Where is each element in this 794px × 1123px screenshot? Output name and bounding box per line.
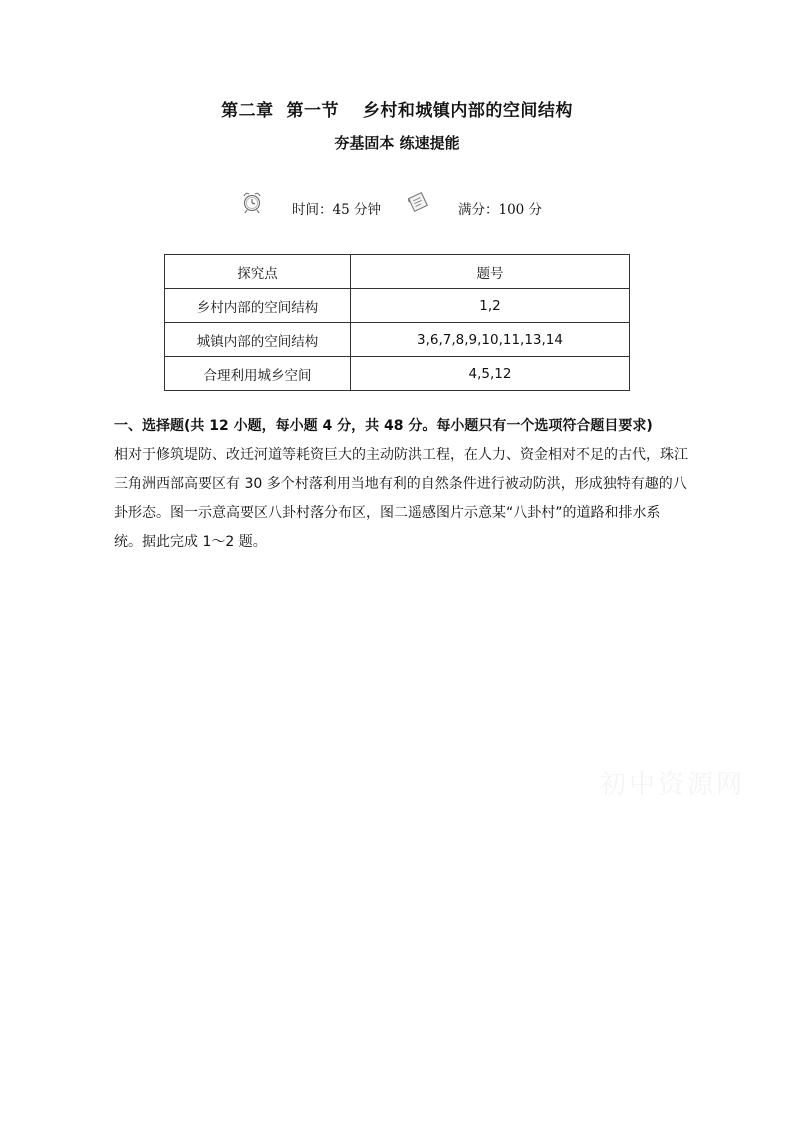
table-cell-numbers: 3,6,7,8,9,10,11,13,14 bbox=[351, 323, 630, 357]
table-cell-numbers: 1,2 bbox=[351, 289, 630, 323]
column-header-numbers: 题号 bbox=[351, 255, 630, 289]
table-row bbox=[165, 289, 630, 323]
table-cell-topic: 合理利用城乡空间 bbox=[165, 357, 351, 391]
question-passage: 相对于修筑堤防、改迁河道等耗资巨大的主动防洪工程，在人力、资金相对不足的古代，珠江三角洲西部高要区有 30 多个村落利用当地有利的自然条件进行被动防洪，形成独特有趣的八卦形态。图一示意高要区八卦村落分布区，图二遥感图片示意某“八卦村”的道路和排水系统。据此完成 1～2 题。 bbox=[114, 447, 688, 550]
page-subtitle: 夯基固本 练速提能 bbox=[334, 134, 460, 152]
section-heading: 一、选择题(共 12 小题，每小题 4 分，共 48 分。每小题只有一个选项符合题目要求) bbox=[114, 418, 653, 434]
alarm-clock-icon bbox=[240, 190, 264, 218]
exploration-points-table bbox=[164, 254, 630, 391]
table-row bbox=[165, 357, 630, 391]
table-cell-numbers: 4,5,12 bbox=[351, 357, 630, 391]
full-score: 满分：100 分 bbox=[458, 202, 543, 218]
multiple-choice-section bbox=[114, 412, 688, 557]
exam-info-bar bbox=[0, 190, 794, 220]
table-header-row bbox=[165, 255, 630, 289]
table-row bbox=[165, 323, 630, 357]
time-limit: 时间：45 分钟 bbox=[292, 202, 381, 218]
table-cell-topic: 城镇内部的空间结构 bbox=[165, 323, 351, 357]
column-header-topic: 探究点 bbox=[165, 255, 351, 289]
table-cell-topic: 乡村内部的空间结构 bbox=[165, 289, 351, 323]
watermark: 初中资源网 bbox=[600, 770, 746, 800]
scroll-icon bbox=[406, 190, 430, 218]
page-title: 第二章 第一节 乡村和城镇内部的空间结构 bbox=[221, 101, 573, 121]
